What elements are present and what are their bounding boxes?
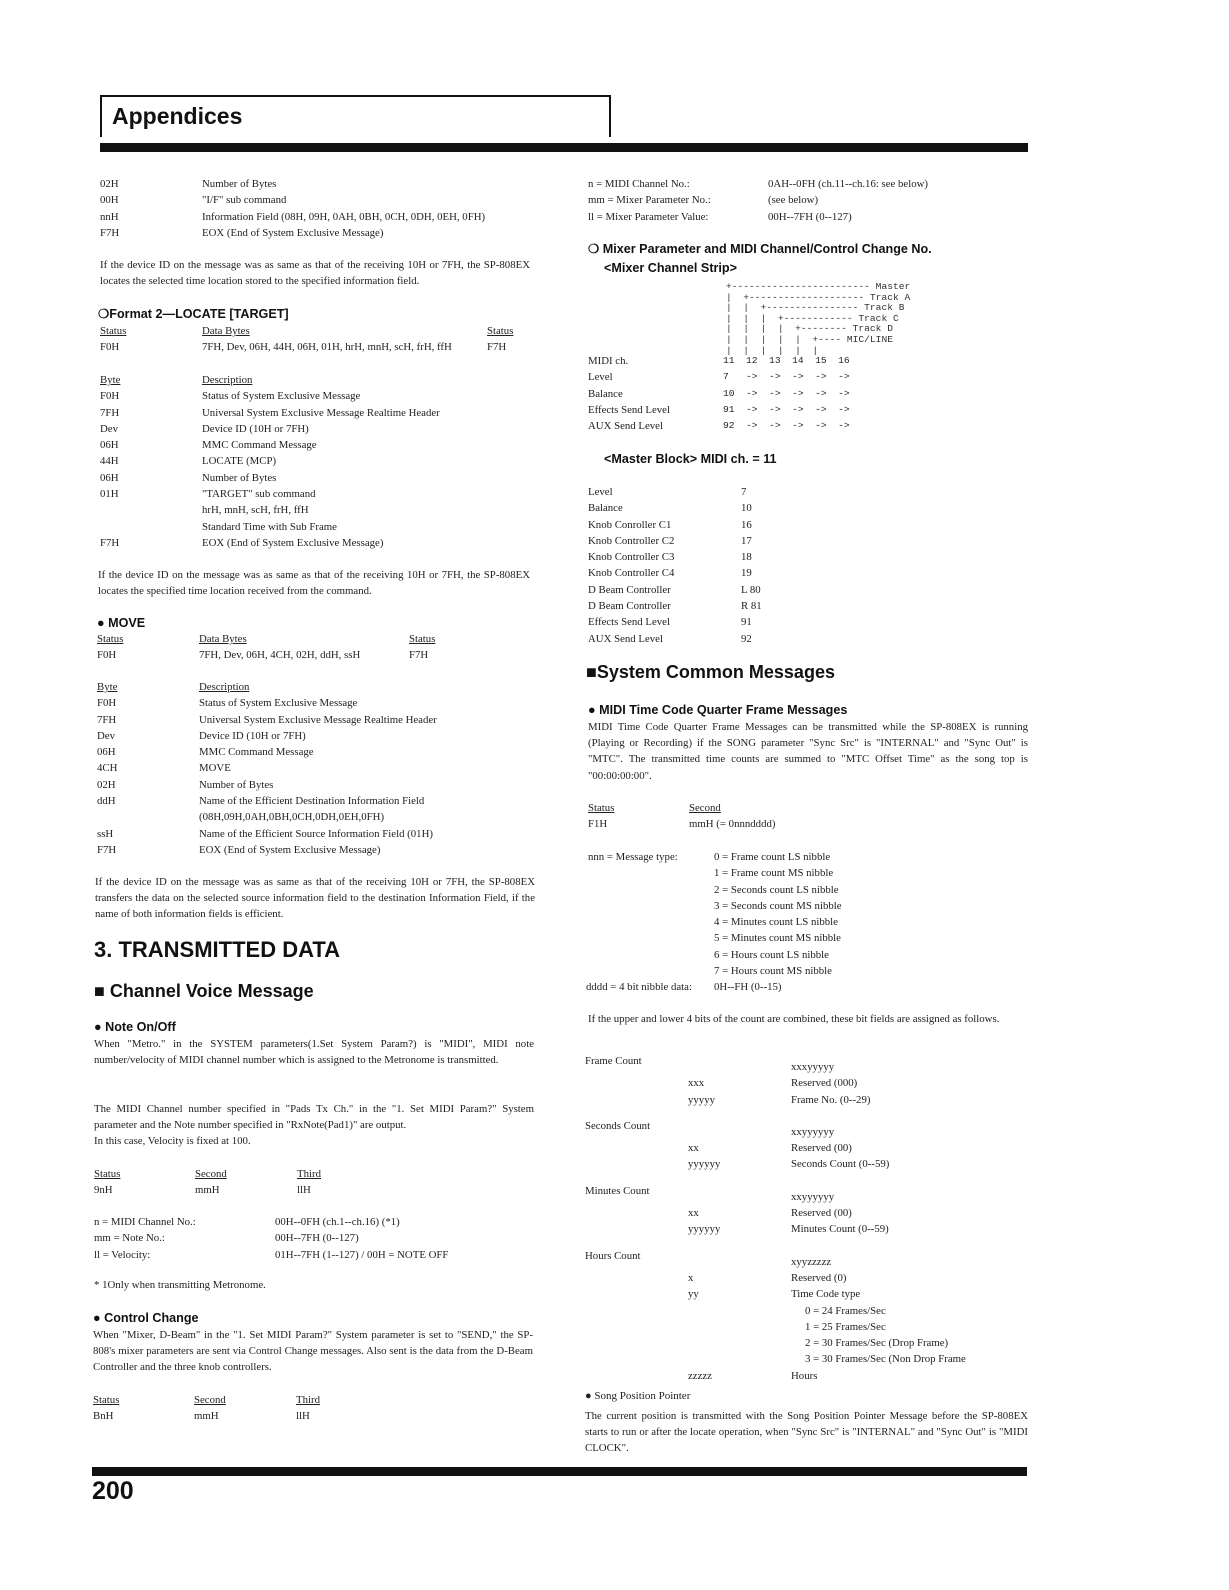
right-definitions: [588, 176, 1028, 225]
table-row: [97, 826, 537, 842]
message-type-label: nnn = Message type:: [588, 851, 678, 863]
table-cell: LOCATE (MCP): [202, 455, 277, 468]
table-row: [588, 517, 1028, 533]
count-row: [585, 1351, 1025, 1367]
message-type-row: [588, 930, 1028, 946]
table-header-row: [588, 800, 1028, 816]
control-change-paragraph: When "Mixer, D-Beam" in the "1. Set MIDI Param?" System parameter is set to "SEND," the SP-808's mixer parameters are sent via Control Change messages. Also sent is the data from the D-Beam Controller and the three knob controllers.: [93, 1329, 533, 1374]
table-cell: 7FH, Dev, 06H, 44H, 06H, 01H, hrH, mnH, scH, frH, ffH: [202, 341, 452, 354]
count-row: [585, 1156, 1025, 1172]
table-cell: F0H: [97, 649, 117, 662]
table-row: [588, 484, 1028, 500]
table-cell: 00H--7FH (0--127): [768, 210, 852, 223]
count-bits: x: [688, 1271, 694, 1284]
table-cell: 18: [741, 551, 752, 564]
table-cell: Number of Bytes: [202, 471, 277, 484]
table-row: [588, 500, 1028, 516]
table-row: [588, 598, 1028, 614]
table-cell: Status: [487, 325, 514, 337]
table-cell: 91 -> -> -> -> ->: [723, 403, 850, 415]
message-type-value: 4 = Minutes count LS nibble: [714, 916, 838, 929]
count-row: [585, 1221, 1025, 1237]
mtc-count-tables: [585, 1055, 1025, 1384]
table-cell: Knob Controller C2: [588, 534, 675, 547]
table-cell: 9nH: [94, 1184, 113, 1197]
table-cell: Third: [297, 1168, 321, 1180]
table-cell: mmH: [195, 1184, 220, 1197]
table-row: [97, 712, 537, 728]
count-block: [585, 1055, 1025, 1108]
table-cell: Status: [588, 802, 615, 814]
footer-rule: [92, 1467, 1027, 1476]
table-row: [94, 1247, 534, 1263]
table-row: [97, 744, 537, 760]
table-cell: Information Field (08H, 09H, 0AH, 0BH, 0CH, 0DH, 0EH, 0FH): [202, 210, 486, 223]
table-cell: F0H: [97, 697, 117, 710]
count-row: [585, 1092, 1025, 1108]
table-cell: Description: [202, 374, 253, 386]
table-cell: Level: [588, 371, 613, 384]
table-cell: Knob Conroller C1: [588, 518, 672, 531]
table-row: [588, 192, 1028, 208]
count-row: [585, 1303, 1025, 1319]
table-cell: Balance: [588, 387, 623, 400]
count-name: Minutes Count: [585, 1184, 650, 1197]
count-bits: yyyyy: [688, 1093, 715, 1106]
message-type-row: [588, 849, 1028, 865]
mtc-paragraph-2: If the upper and lower 4 bits of the count are combined, these bit fields are assigned as follows.: [588, 1013, 1000, 1025]
table-cell: Balance: [588, 502, 623, 515]
count-bits: xxx: [688, 1077, 705, 1090]
table-cell: EOX (End of System Exclusive Message): [202, 226, 384, 239]
table-cell: hrH, mnH, scH, frH, ffH: [202, 504, 309, 517]
table-cell: "I/F" sub command: [202, 194, 287, 207]
message-type-row: [588, 963, 1028, 979]
table-cell: mm = Note No.:: [94, 1232, 165, 1245]
count-row: [585, 1184, 1025, 1205]
page-title: Appendices: [112, 103, 243, 129]
count-meaning: Reserved (00): [791, 1142, 852, 1155]
count-meaning: xxyyyyyy: [791, 1190, 835, 1203]
table-cell: Status of System Exclusive Message: [199, 697, 358, 710]
table-header-row: [97, 679, 537, 695]
table-cell: F7H: [97, 843, 117, 856]
table-cell: Device ID (10H or 7FH): [199, 729, 306, 742]
table-row: [588, 209, 1028, 225]
master-block-table: [588, 484, 1028, 647]
mixer-channel-strip-heading: <Mixer Channel Strip>: [604, 261, 737, 275]
table-cell: MMC Command Message: [199, 746, 314, 759]
table-row: [93, 1408, 533, 1424]
count-bits: xx: [688, 1207, 699, 1220]
count-meaning: Reserved (000): [791, 1077, 858, 1090]
table-row: [100, 405, 540, 421]
count-meaning: 0 = 24 Frames/Sec: [805, 1304, 886, 1317]
table-row: [588, 176, 1028, 192]
table-header-row: [94, 1166, 534, 1182]
count-row: [585, 1249, 1025, 1270]
table-cell: Status: [94, 1168, 121, 1180]
count-bits: xx: [688, 1142, 699, 1155]
table-cell: 92 -> -> -> -> ->: [723, 420, 850, 432]
table-cell: F7H: [487, 341, 507, 354]
table-cell: AUX Send Level: [588, 420, 663, 433]
table-cell: D Beam Controller: [588, 583, 671, 596]
count-meaning: xxyyyyyy: [791, 1125, 835, 1138]
message-type-row: [588, 947, 1028, 963]
format2-heading: ❍Format 2—LOCATE [TARGET]: [98, 307, 289, 321]
count-row: [585, 1140, 1025, 1156]
format2-status-table: [100, 323, 540, 356]
table-cell: Description: [199, 681, 250, 693]
table-row: [588, 614, 1028, 630]
count-meaning: 1 = 25 Frames/Sec: [805, 1320, 886, 1333]
message-type-value: 3 = Seconds count MS nibble: [714, 899, 842, 912]
nibble-data-value: 0H--FH (0--15): [714, 981, 782, 994]
table-cell: mmH (= 0nnndddd): [689, 818, 776, 831]
table-cell: Status: [409, 633, 436, 645]
count-name: Frame Count: [585, 1055, 642, 1067]
count-row: [585, 1205, 1025, 1221]
mtc-paragraph: MIDI Time Code Quarter Frame Messages can be transmitted while the SP-808EX is running (Playing or Recording) if the SONG parameter "Sync Src" is "INTERNAL" and "Sync Out" is "MTC". The transmitted time counts are summed to "MTC Offset Time" as the song top is "00:00:00:00".: [588, 721, 1028, 782]
note-onoff-footnote: * 1Only when transmitting Metronome.: [94, 1279, 266, 1291]
table-cell: Knob Controller C3: [588, 551, 675, 564]
count-row: [585, 1075, 1025, 1091]
table-cell: 01H--7FH (1--127) / 00H = NOTE OFF: [275, 1248, 449, 1261]
table-cell: n = MIDI Channel No.:: [94, 1216, 196, 1228]
count-name: Seconds Count: [585, 1119, 651, 1132]
table-row: [588, 816, 1028, 832]
table-row: [588, 565, 1028, 581]
channel-strip-diagram: +------------------------ Master | +-------------------- Track A | | +---------------- Track B | | | +------------ Track C | | | | +-------- Track D | | | | | +---- MIC/LINE | | | | | |: [726, 281, 911, 356]
table-cell: (08H,09H,0AH,0BH,0CH,0DH,0EH,0FH): [199, 811, 385, 824]
count-meaning: Reserved (00): [791, 1207, 852, 1220]
count-row: [585, 1335, 1025, 1351]
table-cell: 91: [741, 616, 752, 629]
count-meaning: xyyzzzzz: [791, 1255, 832, 1268]
table-header-row: [97, 631, 537, 647]
count-block: [585, 1119, 1025, 1173]
table-cell: F7H: [100, 536, 120, 549]
count-block: [585, 1249, 1025, 1384]
format2-description-table: [100, 372, 540, 551]
table-cell: n = MIDI Channel No.:: [588, 178, 690, 190]
table-cell: EOX (End of System Exclusive Message): [199, 843, 381, 856]
count-meaning: Reserved (0): [791, 1271, 847, 1284]
table-cell: 06H: [100, 471, 119, 484]
table-row: [97, 760, 537, 776]
count-meaning: Minutes Count (0--59): [791, 1223, 889, 1236]
table-row: [100, 176, 530, 192]
table-row: [97, 647, 537, 663]
note-onoff-heading: ● Note On/Off: [94, 1020, 176, 1034]
table-row: [588, 386, 1028, 402]
table-cell: Second: [689, 802, 721, 814]
table-cell: EOX (End of System Exclusive Message): [202, 536, 384, 549]
table-cell: Data Bytes: [202, 325, 250, 337]
table-cell: Second: [194, 1394, 226, 1406]
table-cell: 17: [741, 534, 752, 547]
header-rule: [100, 143, 1028, 152]
note-onoff-paragraph-1: When "Metro." in the SYSTEM parameters(1.Set System Param?) is "MIDI", MIDI note number/velocity of MIDI channel number which is assigned to the Metronome is transmitted.: [94, 1038, 534, 1067]
table-cell: 7FH: [97, 713, 117, 726]
note-onoff-status-table: [94, 1166, 534, 1199]
table-row: [97, 777, 537, 793]
control-change-heading: ● Control Change: [93, 1311, 199, 1325]
move-description-table: [97, 679, 537, 858]
table-row: [100, 437, 540, 453]
table-cell: 16: [741, 518, 752, 531]
table-cell: F0H: [100, 390, 120, 403]
table-row: [100, 502, 540, 518]
table-cell: Standard Time with Sub Frame: [202, 520, 337, 533]
table-cell: Status: [100, 325, 127, 337]
table-cell: 7 -> -> -> -> ->: [723, 371, 850, 383]
count-row: [585, 1119, 1025, 1140]
table-row: [100, 519, 540, 535]
table-cell: Second: [195, 1168, 227, 1180]
count-meaning: Seconds Count (0--59): [791, 1158, 890, 1171]
table-cell: 10: [741, 502, 752, 515]
message-type-value: 2 = Seconds count LS nibble: [714, 883, 839, 896]
transmitted-data-heading: 3. TRANSMITTED DATA: [94, 937, 341, 962]
count-meaning: xxxyyyyy: [791, 1061, 835, 1073]
table-row: [100, 225, 530, 241]
table-cell: MOVE: [199, 762, 231, 775]
table-cell: 01H: [100, 488, 119, 501]
format2-paragraph: If the device ID on the message was as same as that of the receiving 10H or 7FH, the SP-808EX locates the specified time location received from the command.: [98, 569, 530, 598]
table-cell: Status: [97, 633, 124, 645]
count-meaning: 3 = 30 Frames/Sec (Non Drop Frame: [805, 1353, 966, 1366]
table-row: [100, 470, 540, 486]
table-cell: 02H: [97, 778, 116, 791]
message-type-row: [588, 882, 1028, 898]
table-header-row: [93, 1392, 533, 1408]
table-row: [588, 582, 1028, 598]
channel-strip-table: [588, 353, 1028, 434]
table-cell: BnH: [93, 1410, 114, 1423]
table-cell: Status: [93, 1394, 120, 1406]
table-row: [94, 1182, 534, 1198]
table-row: [100, 535, 540, 551]
table-row: [100, 339, 540, 355]
table-cell: 10 -> -> -> -> ->: [723, 387, 850, 399]
note-onoff-paragraph-2: The MIDI Channel number specified in "Pads Tx Ch." in the "1. Set MIDI Param?" System parameter and the Note number specified in "RxNote(Pad1)" are output.: [94, 1103, 534, 1132]
move-status-table: [97, 631, 537, 664]
left-top-paragraph: If the device ID on the message was as same as that of the receiving 10H or 7FH, the SP-808EX locates the selected time location stored to the specified information field.: [100, 259, 530, 288]
count-meaning: Hours: [791, 1369, 818, 1382]
count-row: [585, 1368, 1025, 1384]
message-type-value: 5 = Minutes count MS nibble: [714, 932, 841, 945]
table-cell: 00H--7FH (0--127): [275, 1232, 359, 1245]
message-type-row: [588, 865, 1028, 881]
nibble-data-label: dddd = 4 bit nibble data:: [586, 981, 692, 994]
table-cell: F7H: [409, 649, 429, 662]
table-row: [97, 695, 537, 711]
table-cell: (see below): [768, 194, 819, 207]
table-row: [588, 631, 1028, 647]
count-row: [585, 1055, 1025, 1075]
table-cell: ssH: [97, 827, 114, 840]
table-cell: "TARGET" sub command: [202, 488, 316, 501]
table-row: [588, 533, 1028, 549]
spp-paragraph: The current position is transmitted with the Song Position Pointer Message before the SP-808EX starts to run or after the locate operation, when "Sync Src" is "INTERNAL" and "Sync Out" is "MIDI CLOCK".: [585, 1410, 1028, 1455]
message-type-value: 1 = Frame count MS nibble: [714, 867, 834, 880]
count-bits: yyyyyy: [688, 1158, 721, 1171]
table-row: [588, 369, 1028, 385]
table-row: [97, 793, 537, 809]
left-top-table: [100, 176, 530, 241]
table-cell: 44H: [100, 455, 119, 468]
table-cell: Name of the Efficient Destination Information Field: [199, 795, 425, 808]
table-cell: Third: [296, 1394, 320, 1406]
table-row: [100, 486, 540, 502]
table-row: [97, 809, 537, 825]
table-cell: AUX Send Level: [588, 632, 663, 645]
table-cell: R 81: [741, 600, 762, 613]
table-cell: 06H: [97, 746, 116, 759]
table-cell: 19: [741, 567, 752, 580]
table-cell: 00H: [100, 194, 119, 207]
table-cell: F0H: [100, 341, 120, 354]
count-name: Hours Count: [585, 1249, 641, 1262]
mixer-heading: ❍ Mixer Parameter and MIDI Channel/Control Change No.: [588, 242, 932, 256]
count-bits: yy: [688, 1288, 699, 1301]
table-cell: MMC Command Message: [202, 439, 317, 452]
mtc-heading: ● MIDI Time Code Quarter Frame Messages: [588, 703, 848, 717]
table-row: [97, 728, 537, 744]
move-heading: ● MOVE: [97, 616, 146, 630]
table-cell: ll = Mixer Parameter Value:: [588, 210, 709, 223]
table-cell: 92: [741, 632, 752, 645]
table-row: [588, 549, 1028, 565]
table-cell: 11 12 13 14 15 16: [723, 355, 850, 366]
count-row: [585, 1286, 1025, 1302]
move-paragraph: If the device ID on the message was as same as that of the receiving 10H or 7FH, the SP-808EX transfers the data on the selected source information field to the destination Information Field, if the name of both information fields is efficient.: [95, 876, 535, 921]
count-block: [585, 1184, 1025, 1238]
table-cell: Universal System Exclusive Message Realtime Header: [202, 406, 440, 419]
table-cell: Device ID (10H or 7FH): [202, 422, 309, 435]
nibble-data-row: [588, 979, 1028, 995]
table-row: [94, 1214, 534, 1230]
table-header-row: [100, 323, 540, 339]
table-row: [100, 388, 540, 404]
table-cell: Effects Send Level: [588, 616, 670, 629]
table-cell: mmH: [194, 1410, 219, 1423]
table-cell: ll = Velocity:: [94, 1248, 151, 1261]
note-onoff-definitions: [94, 1214, 534, 1263]
table-row: [94, 1230, 534, 1246]
table-cell: llH: [297, 1184, 311, 1197]
table-row: [100, 192, 530, 208]
note-onoff-paragraph-3: In this case, Velocity is fixed at 100.: [94, 1135, 251, 1147]
page-number: 200: [92, 1477, 134, 1505]
message-type-value: 7 = Hours count MS nibble: [714, 965, 832, 978]
table-cell: Effects Send Level: [588, 403, 670, 416]
table-cell: Knob Controller C4: [588, 567, 675, 580]
master-block-heading: <Master Block> MIDI ch. = 11: [604, 452, 777, 466]
table-cell: Level: [588, 486, 613, 498]
table-cell: nnH: [100, 210, 119, 223]
control-change-status-table: [93, 1392, 533, 1425]
table-header-row: [100, 372, 540, 388]
table-cell: 02H: [100, 178, 119, 190]
count-bits: yyyyyy: [688, 1223, 721, 1236]
mtc-message-types: [588, 849, 1028, 996]
table-cell: Universal System Exclusive Message Realtime Header: [199, 713, 437, 726]
count-meaning: Time Code type: [791, 1288, 861, 1301]
table-cell: 7FH, Dev, 06H, 4CH, 02H, ddH, ssH: [199, 649, 361, 662]
table-cell: 4CH: [97, 762, 118, 775]
table-cell: F1H: [588, 818, 608, 831]
count-meaning: 2 = 30 Frames/Sec (Drop Frame): [805, 1337, 949, 1350]
count-meaning: Frame No. (0--29): [791, 1093, 871, 1106]
table-cell: 06H: [100, 439, 119, 452]
table-cell: 7FH: [100, 406, 120, 419]
table-row: [97, 842, 537, 858]
message-type-value: 0 = Frame count LS nibble: [714, 851, 831, 863]
table-cell: Number of Bytes: [202, 178, 277, 190]
table-cell: Byte: [100, 374, 121, 386]
table-cell: Dev: [100, 422, 118, 435]
table-row: [100, 209, 530, 225]
table-cell: L 80: [741, 583, 761, 596]
table-row: [100, 421, 540, 437]
table-cell: Data Bytes: [199, 633, 247, 645]
mtc-status-table: [588, 800, 1028, 833]
message-type-row: [588, 914, 1028, 930]
table-row: [588, 402, 1028, 418]
count-row: [585, 1270, 1025, 1286]
table-cell: 0AH--0FH (ch.11--ch.16: see below): [768, 178, 929, 190]
spp-heading: ● Song Position Pointer: [585, 1390, 691, 1402]
table-cell: 7: [741, 486, 747, 498]
table-cell: Status of System Exclusive Message: [202, 390, 361, 403]
message-type-value: 6 = Hours count LS nibble: [714, 948, 829, 961]
table-cell: MIDI ch.: [588, 355, 629, 367]
table-cell: 00H--0FH (ch.1--ch.16) (*1): [275, 1216, 400, 1228]
table-row: [100, 453, 540, 469]
table-cell: ddH: [97, 795, 116, 808]
table-cell: llH: [296, 1410, 310, 1423]
table-row: [588, 353, 1028, 369]
system-common-heading: ■System Common Messages: [586, 662, 835, 682]
table-cell: Name of the Efficient Source Information Field (01H): [199, 827, 433, 840]
table-row: [588, 418, 1028, 434]
count-row: [585, 1319, 1025, 1335]
table-cell: Dev: [97, 729, 115, 742]
channel-voice-heading: ■ Channel Voice Message: [94, 981, 314, 1001]
count-bits: zzzzz: [688, 1369, 712, 1382]
table-cell: mm = Mixer Parameter No.:: [588, 194, 711, 207]
table-cell: D Beam Controller: [588, 600, 671, 613]
message-type-row: [588, 898, 1028, 914]
table-cell: Number of Bytes: [199, 778, 274, 791]
table-cell: F7H: [100, 226, 120, 239]
table-cell: Byte: [97, 681, 118, 693]
